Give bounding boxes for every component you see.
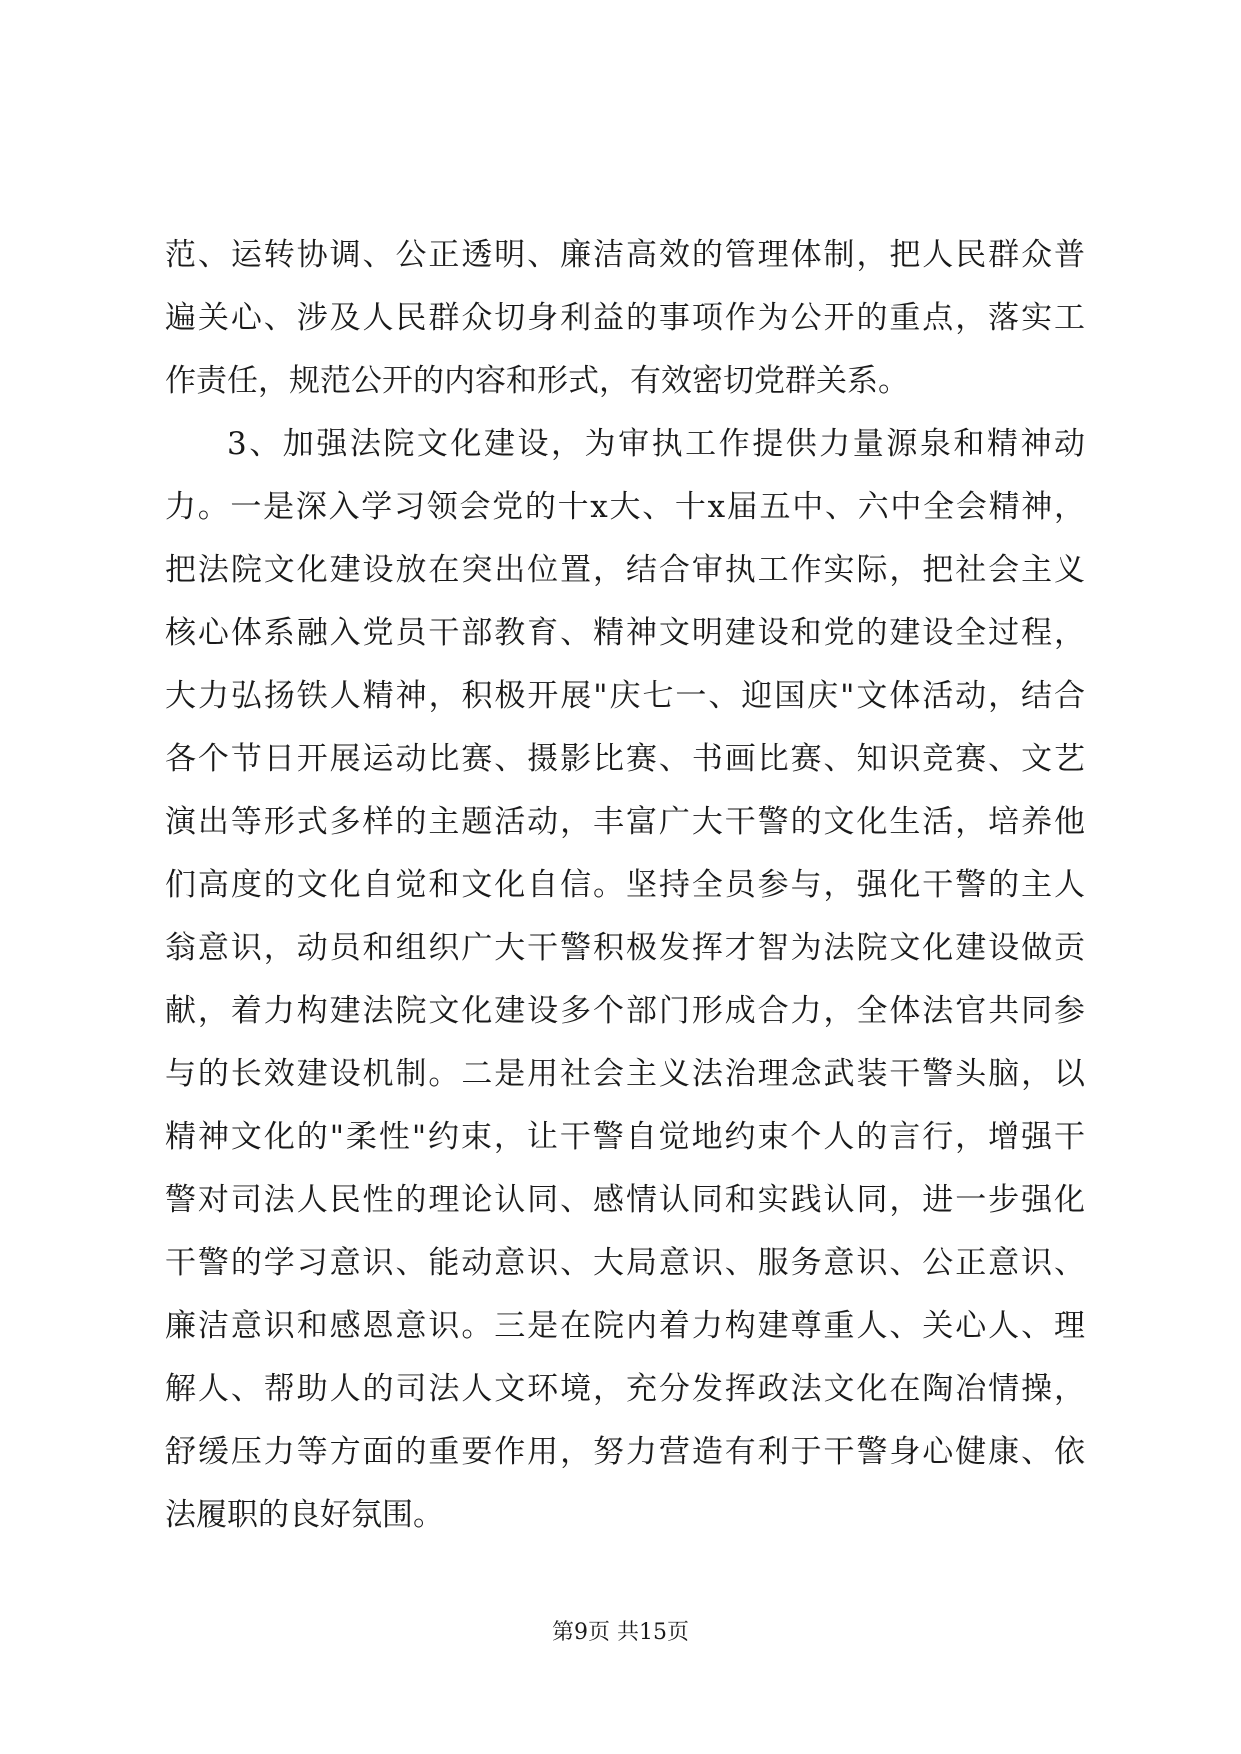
text-line: 遍关心、涉及人民群众切身利益的事项作为公开的重点，落实工 xyxy=(165,300,1085,336)
page-number-footer: 第9页 共15页 xyxy=(552,1620,689,1645)
text-line: 演出等形式多样的主题活动，丰富广大干警的文化生活，培养他 xyxy=(165,804,1085,840)
text-line: 把法院文化建设放在突出位置，结合审执工作实际，把社会主义 xyxy=(165,552,1085,588)
text-line: 翁意识，动员和组织广大干警积极发挥才智为法院文化建设做贡 xyxy=(165,930,1085,966)
text-line: 廉洁意识和感恩意识。三是在院内着力构建尊重人、关心人、理 xyxy=(165,1308,1085,1344)
text-line: 解人、帮助人的司法人文环境，充分发挥政法文化在陶冶情操， xyxy=(165,1371,1085,1407)
text-line: 舒缓压力等方面的重要作用，努力营造有利于干警身心健康、依 xyxy=(165,1434,1085,1470)
text-line: 干警的学习意识、能动意识、大局意识、服务意识、公正意识、 xyxy=(165,1245,1085,1281)
text-line: 法履职的良好氛围。 xyxy=(165,1497,444,1533)
text-line: 精神文化的"柔性"约束，让干警自觉地约束个人的言行，增强干 xyxy=(165,1119,1085,1155)
paragraph-first-line: 3、加强法院文化建设，为审执工作提供力量源泉和精神动 xyxy=(227,426,1085,462)
text-line: 警对司法人民性的理论认同、感情认同和实践认同，进一步强化 xyxy=(165,1182,1085,1218)
text-line: 力。一是深入学习领会党的十x大、十x届五中、六中全会精神， xyxy=(165,489,1085,525)
text-line: 与的长效建设机制。二是用社会主义法治理念武装干警头脑，以 xyxy=(165,1056,1085,1092)
text-line: 各个节日开展运动比赛、摄影比赛、书画比赛、知识竞赛、文艺 xyxy=(165,741,1085,777)
text-line: 核心体系融入党员干部教育、精神文明建设和党的建设全过程， xyxy=(165,615,1085,651)
text-line: 范、运转协调、公正透明、廉洁高效的管理体制，把人民群众普 xyxy=(165,237,1085,273)
text-line: 大力弘扬铁人精神，积极开展"庆七一、迎国庆"文体活动，结合 xyxy=(165,678,1085,714)
text-line: 献，着力构建法院文化建设多个部门形成合力，全体法官共同参 xyxy=(165,993,1085,1029)
text-line: 作责任，规范公开的内容和形式，有效密切党群关系。 xyxy=(165,363,909,399)
text-line: 们高度的文化自觉和文化自信。坚持全员参与，强化干警的主人 xyxy=(165,867,1085,903)
